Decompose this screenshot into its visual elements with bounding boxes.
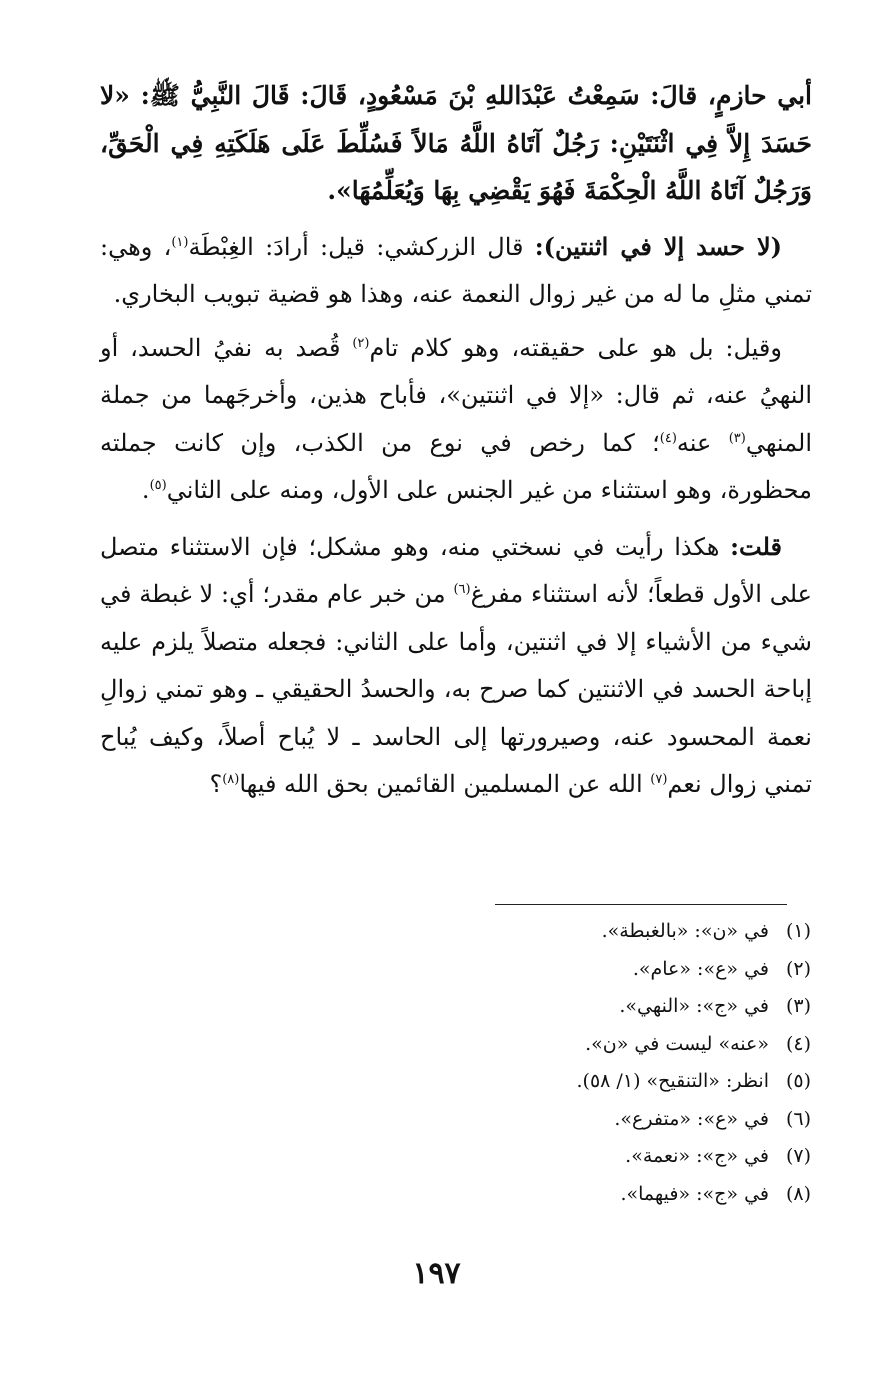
commentary-paragraph-2 bbox=[100, 325, 812, 515]
footnote-number: (٣) bbox=[785, 995, 811, 1017]
text-run: من خبر عام مقدر؛ أي: لا غبطة في شيء من الأشياء إلا في اثنتين، وأما على الثاني: فجعله متصلاً يلزم عليه إباحة الحسد في الاثنتين كما صرح به، والحسدُ الحقيقي ـ وهو تمني زوالِ نعمة المحسود عنه، وصيرورتها إلى الحاسد ـ لا يُباح أصلاً، وكيف يُباح تمني زوال نعم bbox=[100, 580, 812, 798]
footnote-text: في «ع»: «متفرع». bbox=[614, 1107, 769, 1130]
footnote-item bbox=[311, 1026, 811, 1064]
hadith-chain: أبي حازمٍ، قالَ: سَمِعْتُ عَبْدَاللهِ بْنَ مَسْعُودٍ، قَالَ: قَالَ النَّبِيُّ ﷺ: bbox=[140, 81, 812, 110]
footnote-item bbox=[311, 1138, 811, 1176]
footnote-ref-7[interactable]: (٧) bbox=[650, 772, 668, 787]
footnote-number: (٢) bbox=[785, 957, 811, 980]
footnote-ref-4[interactable]: (٤) bbox=[659, 430, 677, 446]
main-text bbox=[100, 72, 812, 809]
footnote-item bbox=[311, 988, 811, 1026]
footnotes-list bbox=[311, 913, 811, 1213]
footnote-item bbox=[311, 1101, 811, 1139]
footnote-text: «عنه» ليست في «ن». bbox=[585, 1032, 769, 1055]
footnote-ref-6[interactable]: (٦) bbox=[453, 582, 471, 597]
footnote-ref-8[interactable]: (٨) bbox=[222, 772, 240, 787]
footnote-item bbox=[311, 1176, 811, 1214]
hadith-matn: «لا حَسَدَ إِلاَّ فِي اثْنَتَيْنِ: رَجُلٌ آتَاهُ اللَّهُ مَالاً فَسُلِّطَ عَلَى هَلَكَتِهِ فِي الْحَقِّ، وَرَجُلٌ آتَاهُ اللَّهُ الْحِكْمَةَ فَهُوَ يَقْضِي بِهَا وَيُعَلِّمُهَا». bbox=[100, 81, 812, 205]
footnote-text: في «ج»: «نعمة». bbox=[625, 1145, 769, 1167]
text-run: عنه bbox=[676, 428, 729, 457]
footnote-text: في «ع»: «عام». bbox=[632, 957, 769, 980]
footnote-text: في «ج»: «فيهما». bbox=[620, 1182, 769, 1205]
text-run: الله عن المسلمين القائمين بحق الله فيها bbox=[239, 770, 651, 798]
commentary-paragraph-3 bbox=[100, 523, 812, 809]
text-run: قال الزركشي: قيل: أرادَ: الغِبْطَة bbox=[188, 232, 524, 261]
text-run: هكذا رأيت في نسختي منه، وهو مشكل؛ فإن الاستثناء متصل على الأول قطعاً؛ لأنه استثناء مفرغ bbox=[100, 532, 812, 608]
text-run: . bbox=[141, 476, 150, 504]
qultu-heading: قلت: bbox=[730, 531, 782, 561]
text-run: ؛ كما رخص في نوع من الكذب، وإن كانت جملته محظورة، وهو استثناء من غير الجنس على الأول، ومنه على الثاني bbox=[100, 428, 812, 504]
footnote-text: في «ن»: «بالغبطة». bbox=[601, 920, 769, 942]
text-run: ، وهي: تمني مثلِ ما له من غير زوال النعمة عنه، وهذا هو قضية تبويب البخاري. bbox=[100, 232, 812, 308]
footnote-number: (٤) bbox=[785, 1032, 811, 1055]
text-run: ؟ bbox=[209, 770, 223, 798]
lemma-heading: (لا حسد إلا في اثنتين): bbox=[534, 231, 782, 261]
footnote-number: (٧) bbox=[785, 1145, 811, 1167]
footnote-text: في «ج»: «النهي». bbox=[619, 995, 769, 1017]
footnote-ref-5[interactable]: (٥) bbox=[149, 478, 167, 493]
footnote-ref-2[interactable]: (٢) bbox=[352, 335, 370, 351]
footnote-item bbox=[311, 913, 811, 951]
text-run: قُصد به نفيُ الحسد، أو النهيُ عنه، ثم قال: «إلا في اثنتين»، فأباح هذين، وأخرجَهما من جملة المنهي bbox=[100, 333, 812, 457]
footnote-number: (٥) bbox=[785, 1070, 811, 1092]
footnote-item bbox=[311, 1063, 811, 1101]
footnote-number: (٨) bbox=[785, 1182, 811, 1205]
footnote-ref-3[interactable]: (٣) bbox=[728, 430, 746, 446]
footnote-ref-1[interactable]: (١) bbox=[171, 234, 189, 250]
footnote-text: انظر: «التنقيح» (١/ ٥٨). bbox=[576, 1070, 769, 1092]
text-run: وقيل: بل هو على حقيقته، وهو كلام تام bbox=[369, 333, 782, 362]
hadith-paragraph bbox=[100, 72, 812, 215]
footnote-number: (١) bbox=[785, 920, 811, 942]
footnote-item bbox=[311, 951, 811, 989]
footnote-divider bbox=[495, 904, 787, 905]
commentary-paragraph-1 bbox=[100, 223, 812, 319]
footnote-number: (٦) bbox=[785, 1107, 811, 1130]
page-number: ١٩٧ bbox=[412, 1256, 461, 1291]
